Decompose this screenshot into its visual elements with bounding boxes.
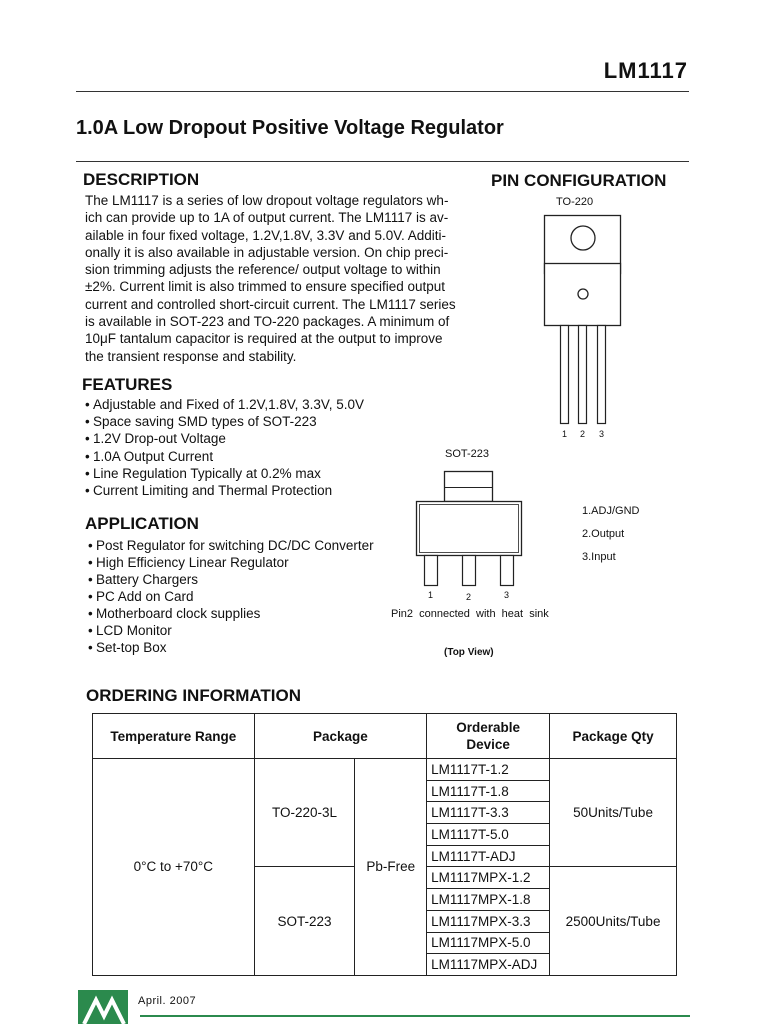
heat-sink-note: Pin2 connected with heat sink xyxy=(391,608,549,620)
sot223-pin-2 xyxy=(463,556,476,586)
application-item: • High Efficiency Linear Regulator xyxy=(88,554,374,571)
sot223-pin-1 xyxy=(425,556,438,586)
description-line: sion trimming adjusts the reference/ output voltage to within xyxy=(85,262,441,278)
device-cell: LM1117T-ADJ xyxy=(427,845,550,867)
feature-item: • 1.2V Drop-out Voltage xyxy=(85,430,364,447)
header-rule xyxy=(76,91,689,92)
feature-item: • Adjustable and Fixed of 1.2V,1.8V, 3.3V, 5.0V xyxy=(85,396,364,413)
application-item: • Post Regulator for switching DC/DC Converter xyxy=(88,537,374,554)
footer-rule xyxy=(140,1015,690,1017)
pin-legend-item: 2.Output xyxy=(582,528,625,540)
package-header: Package xyxy=(254,714,427,759)
header-line: Orderable xyxy=(456,720,521,735)
package-qty-header: Package Qty xyxy=(550,714,677,759)
table-header-row xyxy=(93,714,677,759)
sot223-pin-3 xyxy=(501,556,514,586)
to220-pin-1 xyxy=(561,326,569,424)
to220-pin-number: 2 xyxy=(580,429,586,439)
features-list xyxy=(85,396,364,499)
to220-label: TO-220 xyxy=(556,196,594,208)
sot223-pin-number: 2 xyxy=(466,592,472,602)
to220-pin-3 xyxy=(598,326,606,424)
header-line: Device xyxy=(466,737,510,752)
device-cell: LM1117MPX-1.8 xyxy=(427,889,550,911)
feature-item: • 1.0A Output Current xyxy=(85,448,364,465)
description-text xyxy=(85,192,483,365)
to220-pin-number: 3 xyxy=(599,429,605,439)
ordering-heading: ORDERING INFORMATION xyxy=(86,686,302,705)
ordering-table xyxy=(92,713,677,976)
description-line: The LM1117 is a series of low dropout voltage regulators wh- xyxy=(85,193,449,208)
device-cell: LM1117MPX-5.0 xyxy=(427,932,550,954)
description-line: ich can provide up to 1A of output current. The LM1117 is av- xyxy=(85,210,449,226)
device-cell: LM1117MPX-3.3 xyxy=(427,910,550,932)
sot223-tab xyxy=(445,472,493,502)
to220-package-drawing xyxy=(540,210,630,430)
application-item: • Set-top Box xyxy=(88,639,374,656)
sot223-label: SOT-223 xyxy=(445,448,490,460)
to220-pin-number: 1 xyxy=(562,429,568,439)
description-line: is available in SOT-223 and TO-220 packages. A minimum of xyxy=(85,314,450,330)
device-cell: LM1117MPX-ADJ xyxy=(427,954,550,976)
to220-pin-2 xyxy=(579,326,587,424)
company-logo xyxy=(78,990,128,1024)
description-heading: DESCRIPTION xyxy=(83,170,200,189)
qty-cell: 2500Units/Tube xyxy=(550,867,677,975)
sot223-pin-number: 3 xyxy=(504,590,510,600)
pin-config-heading: PIN CONFIGURATION xyxy=(491,171,667,190)
application-heading: APPLICATION xyxy=(85,514,199,533)
lead-free-cell: Pb-Free xyxy=(355,759,427,976)
footer-date: April. 2007 xyxy=(138,995,197,1007)
description-line: 10μF tantalum capacitor is required at the output to improve xyxy=(85,331,443,347)
description-line: ailable in four fixed voltage, 1.2V,1.8V, 3.3V and 5.0V. Additi- xyxy=(85,227,447,243)
description-line: onally it is also available in adjustable version. On chip preci- xyxy=(85,244,449,260)
feature-item: • Line Regulation Typically at 0.2% max xyxy=(85,465,364,482)
device-cell: LM1117T-3.3 xyxy=(427,802,550,824)
temp-range-header: Temperature Range xyxy=(93,714,255,759)
title-rule xyxy=(76,161,689,162)
features-heading: FEATURES xyxy=(82,375,173,394)
application-item: • PC Add on Card xyxy=(88,588,374,605)
to220-mounting-hole xyxy=(571,226,595,250)
pin-legend-item: 1.ADJ/GND xyxy=(582,505,640,517)
table-row xyxy=(93,759,677,781)
device-cell: LM1117T-1.2 xyxy=(427,759,550,781)
sot223-pin-number: 1 xyxy=(428,590,434,600)
package-cell: SOT-223 xyxy=(254,867,355,975)
page-title: 1.0A Low Dropout Positive Voltage Regulator xyxy=(76,117,504,139)
description-line: ±2%. Current limit is also trimmed to ensure specified output xyxy=(85,279,446,295)
application-item: • LCD Monitor xyxy=(88,622,374,639)
qty-cell: 50Units/Tube xyxy=(550,759,677,867)
description-line: current and controlled short-circuit current. The LM1117 series xyxy=(85,296,456,312)
application-list xyxy=(88,537,374,656)
package-cell: TO-220-3L xyxy=(254,759,355,867)
temp-range-cell: 0°C to +70°C xyxy=(93,759,255,976)
sot223-package-drawing xyxy=(410,465,530,590)
to220-body-mark xyxy=(578,289,588,299)
application-item: • Battery Chargers xyxy=(88,571,374,588)
feature-item: • Space saving SMD types of SOT-223 xyxy=(85,413,364,430)
description-line: the transient response and stability. xyxy=(85,348,297,364)
feature-item: • Current Limiting and Thermal Protection xyxy=(85,482,364,499)
orderable-device-header xyxy=(427,714,550,759)
pin-legend-item: 3.Input xyxy=(582,551,616,563)
device-cell: LM1117T-5.0 xyxy=(427,824,550,846)
part-number: LM1117 xyxy=(603,58,688,83)
sot223-body xyxy=(417,502,522,556)
device-cell: LM1117T-1.8 xyxy=(427,780,550,802)
device-cell: LM1117MPX-1.2 xyxy=(427,867,550,889)
application-item: • Motherboard clock supplies xyxy=(88,605,374,622)
top-view-note: (Top View) xyxy=(444,647,494,658)
